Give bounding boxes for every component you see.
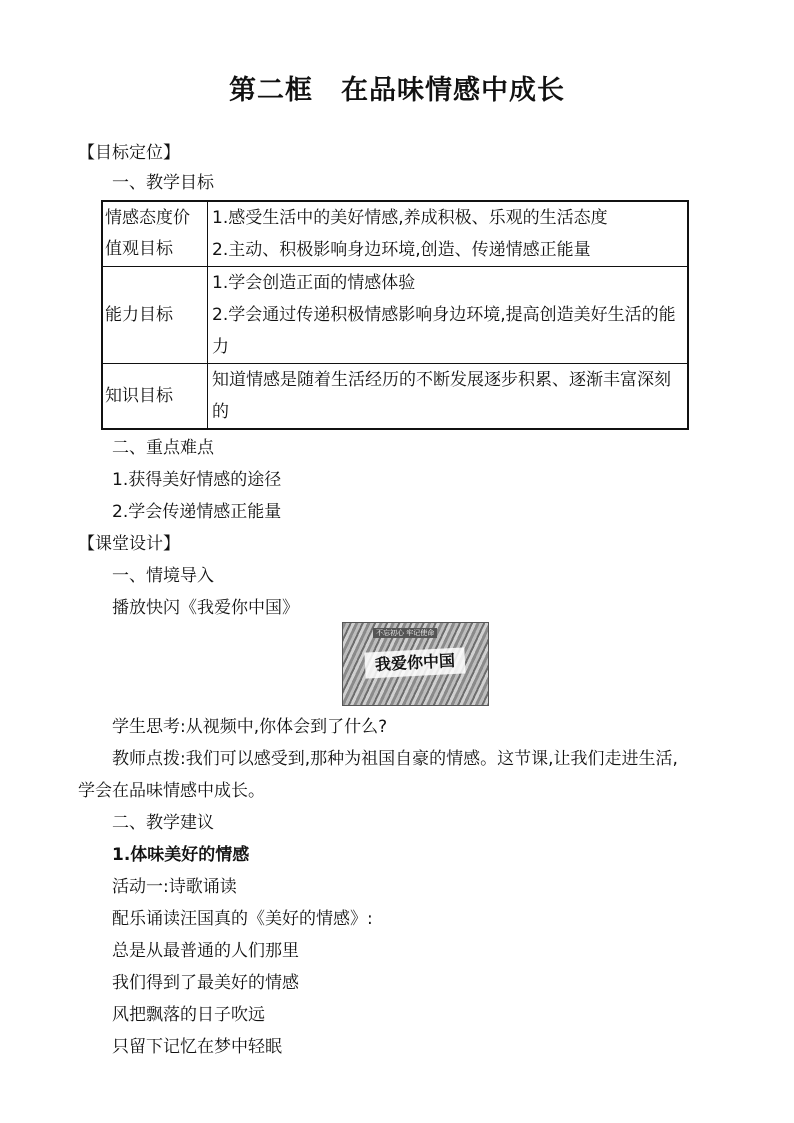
goal-line: 2.主动、积极影响身边环境,创造、传递情感正能量 [212,240,591,260]
goals-table [101,200,689,430]
suggestion-heading: 二、教学建议 [112,813,214,833]
goal-content [208,201,689,267]
subsection-title: 1.体味美好的情感 [112,845,250,865]
table-row [102,201,688,267]
poem-line: 风把飘落的日子吹远 [112,1005,265,1025]
student-think-text: 学生思考:从视频中,你体会到了什么? [112,717,388,737]
poem-line: 只留下记忆在梦中轻眠 [112,1037,282,1057]
goal-label: 能力目标 [102,267,208,364]
intro-heading: 一、情境导入 [112,566,214,586]
class-design-heading: 【课堂设计】 [78,534,180,554]
teaching-goals-heading: 一、教学目标 [112,173,214,193]
goal-content [208,364,689,430]
goal-label: 知识目标 [102,364,208,430]
banner-title: 我爱你中国 [364,647,465,678]
key-point-item: 2.学会传递情感正能量 [112,502,282,522]
page-title: 第二框 在品味情感中成长 [229,75,565,106]
goal-line: 知道情感是随着生活经历的不断发展逐步积累、逐渐丰富深刻的 [212,370,671,422]
goal-content [208,267,689,364]
teacher-hint-text: 教师点拨:我们可以感受到,那种为祖国自豪的情感。这节课,让我们走进生活, [112,749,678,769]
intro-play-text: 播放快闪《我爱你中国》 [112,598,299,618]
goal-line: 1.感受生活中的美好情感,养成积极、乐观的生活态度 [212,208,608,228]
key-point-item: 1.获得美好情感的途径 [112,470,282,490]
teacher-hint-text-cont: 学会在品味情感中成长。 [78,781,265,801]
banner-slogan: 不忘初心 牢记使命 [373,628,437,638]
key-points-heading: 二、重点难点 [112,438,214,458]
goal-label: 情感态度价值观目标 [102,201,208,267]
goal-line: 1.学会创造正面的情感体验 [212,273,416,293]
table-row [102,267,688,364]
activity-heading: 活动一:诗歌诵读 [112,877,237,897]
goal-line: 2.学会通过传递积极情感影响身边环境,提高创造美好生活的能力 [212,305,676,357]
poem-line: 我们得到了最美好的情感 [112,973,299,993]
table-row [102,364,688,430]
video-banner-image [342,622,489,706]
target-section-heading: 【目标定位】 [78,143,180,163]
poem-intro: 配乐诵读汪国真的《美好的情感》: [112,909,373,929]
poem-line: 总是从最普通的人们那里 [112,941,299,961]
